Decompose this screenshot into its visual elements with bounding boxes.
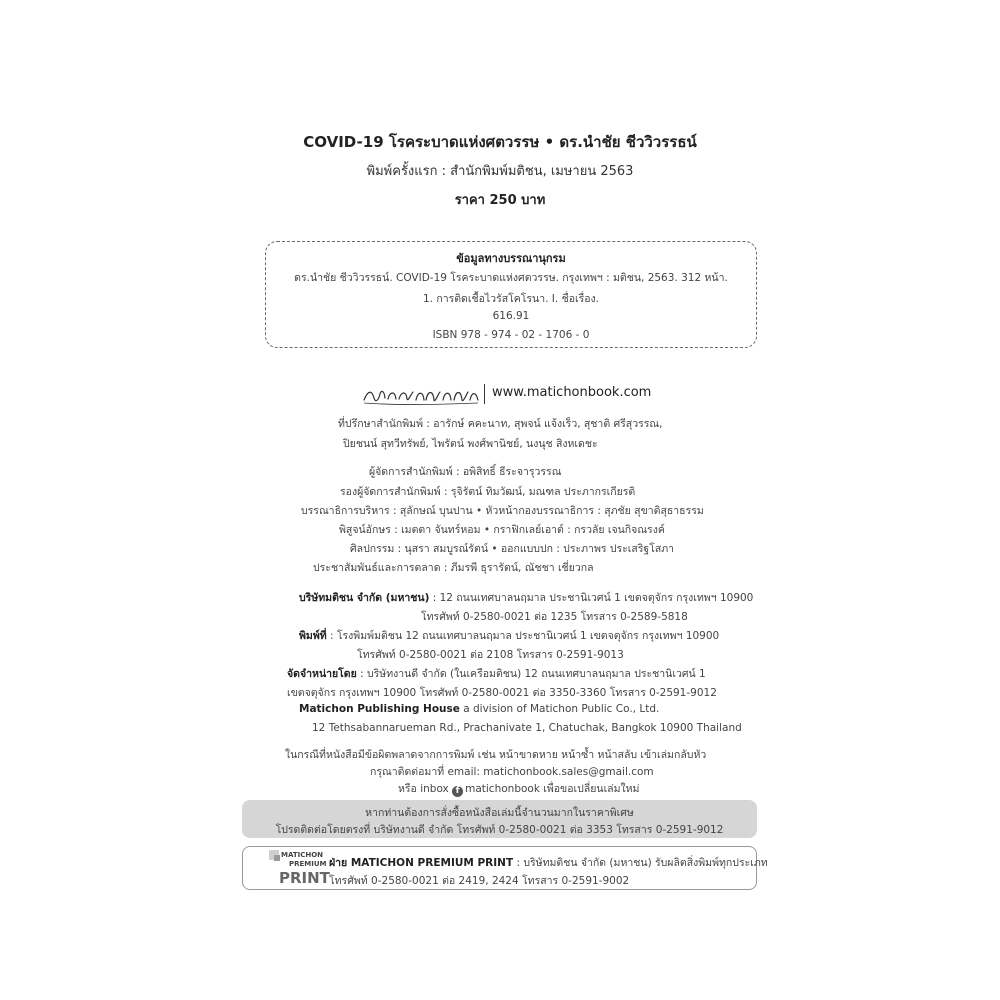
- distributor-contact: เขตจตุจักร กรุงเทพฯ 10900 โทรศัพท์ 0-2580-0021 ต่อ 3350-3360 โทรสาร 0-2591-9012: [287, 687, 717, 699]
- premium-print-description: ฝ่าย MATICHON PREMIUM PRINT : บริษัทมติชน จำกัด (มหาชน) รับผลิตสิ่งพิมพ์ทุกประเภท: [329, 857, 768, 869]
- distributor-label: จัดจำหน่ายโดย: [287, 668, 357, 680]
- cataloging-entry: ดร.นำชัย ชีววิวรรธน์. COVID-19 โรคระบาดแห่งศตวรรษ. กรุงเทพฯ : มติชน, 2563. 312 หน้า.: [294, 272, 728, 284]
- advisors-line-2: ปิยชนน์ สุทวีทรัพย์, ไพรัตน์ พงศ์พานิชย์, นงนุช สิงหเดชะ: [343, 438, 598, 450]
- company-address: บริษัทมติชน จำกัด (มหาชน) : 12 ถนนเทศบาลนฤมาล ประชานิเวศน์ 1 เขตจตุจักร กรุงเทพฯ 10900: [299, 592, 754, 604]
- editors-line: บรรณาธิการบริหาร : สุลักษณ์ บุนปาน • หัวหน้ากองบรรณาธิการ : สุภชัย สุขาติสุธาธรรม: [301, 505, 704, 517]
- advisors-label: ที่ปรึกษาสำนักพิมพ์ :: [338, 418, 430, 430]
- english-publisher: Matichon Publishing House a division of Matichon Public Co., Ltd.: [299, 703, 660, 715]
- bulk-order-box: [242, 800, 757, 838]
- logo-square-accent-icon: [274, 855, 280, 861]
- cataloging-heading: ข้อมูลทางบรรณานุกรม: [456, 252, 566, 265]
- printer-phone: โทรศัพท์ 0-2580-0021 ต่อ 2108 โทรสาร 0-2591-9013: [357, 649, 624, 661]
- publisher-signature-logo: [362, 382, 480, 408]
- premium-print-logo: MATICHON PREMIUM PRINT: [269, 850, 321, 888]
- brand-separator: [484, 384, 485, 404]
- defect-notice-line-1: ในกรณีที่หนังสือมีข้อผิดพลาดจากการพิมพ์ เช่น หน้าขาดหาย หน้าซ้ำ หน้าสลับ เข้าเล่มกลับหัว: [285, 749, 707, 761]
- inbox-handle[interactable]: matichonbook เพื่อขอเปลี่ยนเล่มใหม่: [465, 783, 640, 795]
- inbox-label: หรือ inbox: [398, 783, 453, 795]
- premium-print-box: [242, 846, 768, 890]
- cataloging-isbn: ISBN 978 - 974 - 02 - 1706 - 0: [432, 329, 590, 341]
- defect-notice-email: กรุณาติดต่อมาที่ email: matichonbook.sales@gmail.com: [370, 766, 654, 778]
- company-phone: โทรศัพท์ 0-2580-0021 ต่อ 1235 โทรสาร 0-2589-5818: [421, 611, 688, 623]
- premium-print-phone: โทรศัพท์ 0-2580-0021 ต่อ 2419, 2424 โทรสาร 0-2591-9002: [329, 875, 630, 887]
- bulk-order-line-1: หากท่านต้องการสั่งซื้อหนังสือเล่มนี้จำนวนมากในราคาพิเศษ: [365, 807, 634, 819]
- distributor-address: จัดจำหน่ายโดย : บริษัทงานดี จำกัด (ในเครือมติชน) 12 ถนนเทศบาลนฤมาล ประชานิเวศน์ 1: [287, 668, 706, 680]
- proofreading-layout-line: พิสูจน์อักษร : เมตตา จันทร์หอม • กราฟิกเลย์เอาต์ : กรวลัย เจนกิจณรงค์: [339, 524, 665, 536]
- edition-line: พิมพ์ครั้งแรก : สำนักพิมพ์มติชน, เมษายน 2563: [366, 164, 634, 179]
- premium-print-label: ฝ่าย MATICHON PREMIUM PRINT: [329, 857, 514, 869]
- printer-address: พิมพ์ที่ : โรงพิมพ์มติชน 12 ถนนเทศบาลนฤมาล ประชานิเวศน์ 1 เขตจตุจักร กรุงเทพฯ 10900: [299, 630, 720, 642]
- publisher-website[interactable]: www.matichonbook.com: [492, 385, 652, 400]
- english-address: 12 Tethsabannarueman Rd., Prachanivate 1, Chatuchak, Bangkok 10900 Thailand: [312, 722, 742, 734]
- cataloging-class-number: 616.91: [492, 310, 530, 322]
- publisher-brand-row: [0, 382, 1000, 408]
- cataloging-box: [265, 241, 757, 348]
- pr-marketing-line: ประชาสัมพันธ์และการตลาด : ภีมรพี ธุรารัตน์, ณัชชา เชี่ยวกล: [313, 562, 594, 574]
- advisors-line-1: [338, 415, 662, 432]
- publishing-director: ผู้จัดการสำนักพิมพ์ : อพิสิทธิ์ ธีระจารุวรรณ: [369, 466, 562, 478]
- deputy-directors: รองผู้จัดการสำนักพิมพ์ : รุจิรัตน์ ทิมวัฒน์, มณฑล ประภากรเกียรติ: [340, 486, 636, 498]
- facebook-icon: f: [452, 786, 463, 797]
- defect-notice-inbox: [398, 780, 639, 797]
- english-publisher-name: Matichon Publishing House: [299, 703, 460, 715]
- price-line: ราคา 250 บาท: [454, 193, 546, 208]
- art-cover-line: ศิลปกรรม : นุสรา สมบูรณ์รัตน์ • ออกแบบปก : ประภาพร ประเสริฐโสภา: [350, 543, 675, 555]
- cataloging-subjects: 1. การติดเชื้อไวรัสโคโรนา. I. ชื่อเรื่อง.: [422, 293, 600, 305]
- printer-label: พิมพ์ที่: [299, 630, 327, 642]
- advisors-names-1: อารักษ์ คคะนาท, สุพจน์ แจ้งเร็ว, สุชาติ ศรีสุวรรณ,: [433, 418, 663, 430]
- bulk-order-line-2: โปรดติดต่อโดยตรงที่ บริษัทงานดี จำกัด โทรศัพท์ 0-2580-0021 ต่อ 3353 โทรสาร 0-2591-9012: [275, 824, 724, 836]
- book-title: COVID-19 โรคระบาดแห่งศตวรรษ • ดร.นำชัย ชีววิวรรธน์: [303, 133, 697, 151]
- company-name: บริษัทมติชน จำกัด (มหาชน): [299, 592, 430, 604]
